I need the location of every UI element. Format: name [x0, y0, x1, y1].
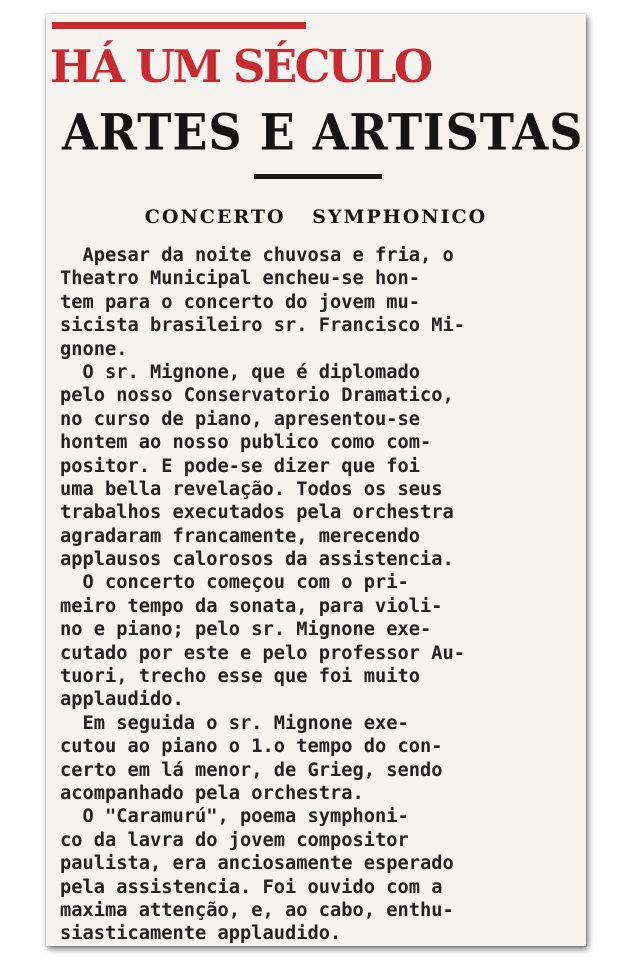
article-line: gnone. [60, 338, 128, 360]
article-line: O "Caramurú", poema symphoni- [60, 806, 409, 828]
article-line: maxima attenção, e, ao cabo, enthu- [60, 899, 454, 921]
article-line: tuori, trecho esse que foi muito [60, 666, 420, 688]
headline-divider [254, 174, 382, 179]
section-title: HÁ UM SÉCULO [50, 40, 431, 93]
article-line: co da lavra do jovem compositor [60, 829, 409, 851]
article-line: Apesar da noite chuvosa e fria, o [60, 245, 454, 266]
article-line: applausos calorosos da assistencia. [60, 549, 454, 571]
article-line: pelo nosso Conservatorio Dramatico, [60, 385, 454, 407]
article-line: siasticamente applaudido. [60, 923, 342, 945]
article-line: Em seguida o sr. Mignone exe- [60, 712, 409, 734]
article-line: meiro tempo da sonata, para violi- [60, 595, 443, 617]
article-line: tem para o concerto do jovem mu- [60, 291, 420, 313]
article-line: agradaram francamente, merecendo [60, 525, 420, 547]
article-body [60, 244, 586, 946]
red-accent-rule [52, 22, 306, 29]
newspaper-clipping [46, 14, 586, 946]
article-line: cutado por este e pelo professor Au- [60, 642, 465, 664]
article-line: no e piano; pelo sr. Mignone exe- [60, 619, 432, 641]
article-line: uma bella revelação. Todos os seus [60, 478, 443, 500]
article-line: no curso de piano, apresentou-se [60, 408, 420, 430]
article-line: cutou ao piano o 1.o tempo do con- [60, 736, 443, 758]
article-line: acompanhado pela orchestra. [60, 782, 364, 804]
article-line: hontem ao nosso publico como com- [60, 432, 432, 454]
article-line: positor. E pode-se dizer que foi [60, 455, 420, 477]
article-line: applaudido. [60, 689, 184, 711]
article-line: paulista, era anciosamente esperado [60, 853, 454, 875]
article-line: trabalhos executados pela orchestra [60, 502, 454, 524]
article-subheading: CONCERTO SYMPHONICO [144, 206, 488, 228]
headline: ARTES E ARTISTAS [62, 102, 584, 162]
article-line: O concerto começou com o pri- [60, 572, 409, 594]
article-line: O sr. Mignone, que é diplomado [60, 361, 420, 383]
article-line: pela assistencia. Foi ouvido com a [60, 876, 443, 898]
article-line: certo em lá menor, de Grieg, sendo [60, 759, 443, 781]
article-line: sicista brasileiro sr. Francisco Mi- [60, 315, 465, 337]
article-line: Theatro Municipal encheu-se hon- [60, 268, 420, 290]
